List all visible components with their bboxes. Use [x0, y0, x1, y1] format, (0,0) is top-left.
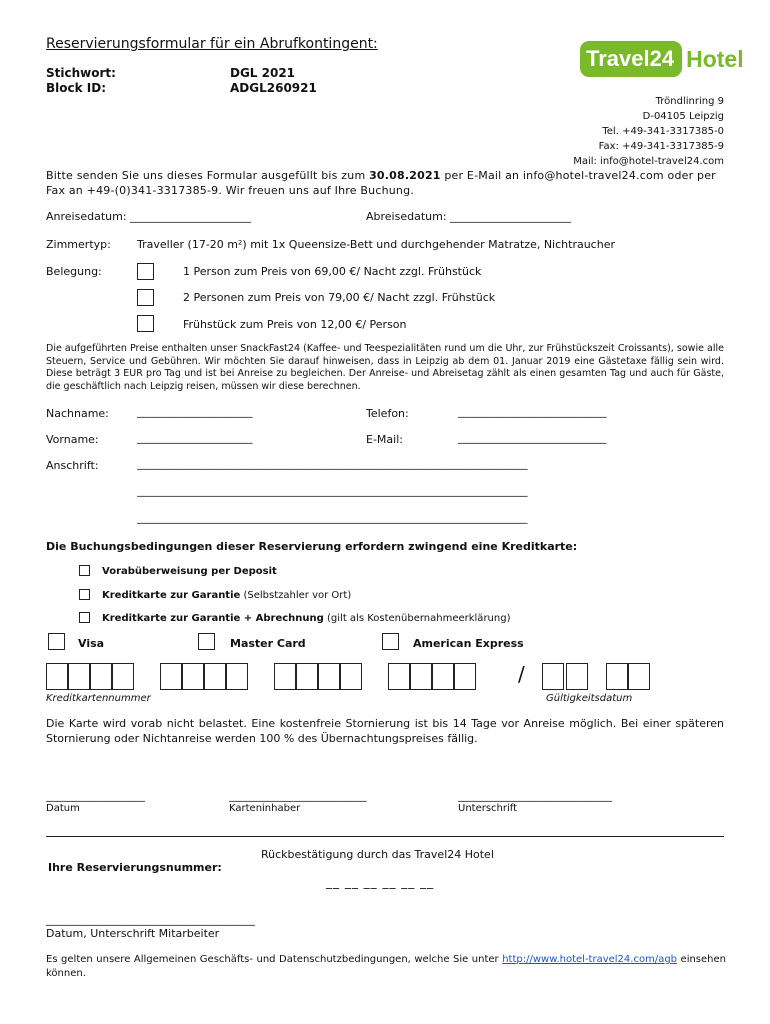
card-digit-box[interactable]: [388, 663, 410, 690]
hotel-address: [573, 94, 724, 169]
card-digit-box[interactable]: [112, 663, 134, 690]
section-divider: [46, 836, 724, 837]
occupancy-single-label: 1 Person zum Preis von 69,00 €/ Nacht zzgl. Frühstück: [183, 265, 482, 278]
terms-after: einsehen können.: [46, 954, 727, 979]
address-field-line-2[interactable]: _______________________________________________________________________: [137, 484, 528, 497]
staff-signature-line[interactable]: ______________________________________: [46, 913, 255, 926]
keyword-label: Stichwort:: [46, 66, 116, 80]
room-type-value: Traveller (17-20 m²) mit 1x Queensize-Bett und durchgehender Matratze, Nichtraucher: [137, 238, 615, 251]
card-billing-rest: (gilt als Kostenübernahmeerklärung): [323, 613, 511, 624]
price-note: Die aufgeführten Preise enthalten unser SnackFast24 (Kaffee- und Teespezialitäten rund um die Uhr, zur Frühstückszeit Croissants), sowie alle Steuern, Service und Gebühren. Wir möchten Sie darauf hinweisen, dass in Leipzig ab dem 01. Januar 2019 eine Gästetaxe fällig sein wird. Diese beträgt 3 EUR pro Tag und ist bei Anreise zu begleichen. Der Anreise- und Abreisetag zählt als einen gesamten Tag und auch für Gäste, die geschäftlich nach Leipzig reisen, müssen wir diese berechnen.: [46, 343, 724, 392]
departure-date-field[interactable]: Abreisedatum: ______________________: [366, 210, 572, 223]
phone-label: Telefon:: [366, 407, 409, 420]
signature-label: Unterschrift: [458, 803, 518, 814]
mastercard-label: Master Card: [230, 637, 306, 650]
firstname-field[interactable]: _____________________: [137, 431, 253, 444]
address-label: Anschrift:: [46, 459, 99, 472]
breakfast-checkbox[interactable]: [137, 315, 154, 332]
reservation-number-label: Ihre Reservierungsnummer:: [48, 861, 222, 874]
intro-text: [46, 168, 726, 198]
terms-link[interactable]: http://www.hotel-travel24.com/agb: [502, 954, 678, 965]
card-billing-checkbox[interactable]: [79, 612, 90, 623]
staff-signature-label: Datum, Unterschrift Mitarbeiter: [46, 927, 220, 940]
amex-checkbox[interactable]: [382, 633, 399, 650]
expiry-digit-box[interactable]: [606, 663, 628, 690]
card-digit-box[interactable]: [182, 663, 204, 690]
card-digit-box[interactable]: [318, 663, 340, 690]
lastname-field[interactable]: _____________________: [137, 405, 253, 418]
signature-line[interactable]: ____________________________: [458, 789, 612, 802]
card-digit-box[interactable]: [160, 663, 182, 690]
occupancy-double-label: 2 Personen zum Preis von 79,00 €/ Nacht zzgl. Frühstück: [183, 291, 496, 304]
email-label: E-Mail:: [366, 433, 403, 446]
card-digit-box[interactable]: [274, 663, 296, 690]
deadline-date: 30.08.2021: [369, 169, 441, 182]
card-digit-box[interactable]: [296, 663, 318, 690]
form-title: Reservierungsformular für ein Abrufkontingent:: [46, 36, 378, 52]
intro-before: Bitte senden Sie uns dieses Formular ausgefüllt bis zum: [46, 169, 370, 182]
occupancy-single-checkbox[interactable]: [137, 263, 154, 280]
occupancy-label: Belegung:: [46, 265, 102, 278]
expiry-digit-box[interactable]: [628, 663, 650, 690]
breakfast-label: Frühstück zum Preis von 12,00 €/ Person: [183, 318, 407, 331]
confirmation-title: Rückbestätigung durch das Travel24 Hotel: [261, 848, 494, 861]
card-guarantee-rest: (Selbstzahler vor Ort): [240, 590, 352, 601]
reservation-number-blanks[interactable]: __ __ __ __ __ __: [326, 875, 435, 889]
firstname-label: Vorname:: [46, 433, 99, 446]
payment-heading: Die Buchungsbedingungen dieser Reservierung erfordern zwingend eine Kreditkarte:: [46, 540, 578, 553]
cardholder-label: Karteninhaber: [229, 803, 301, 814]
card-digit-box[interactable]: [454, 663, 476, 690]
address-field-line-1[interactable]: _______________________________________________________________________: [137, 457, 528, 470]
cancellation-note: Die Karte wird vorab nicht belastet. Eine kostenfreie Stornierung ist bis 14 Tage vor Anreise möglich. Bei einer späteren Stornierung oder Nichtanreise werden 100 % des Übernachtungspreises fällig.: [46, 717, 724, 745]
card-digit-box[interactable]: [204, 663, 226, 690]
expiry-digit-box[interactable]: [542, 663, 564, 690]
intro-after: per E-Mail an info@hotel-travel24.com oder per Fax an +49-(0)341-3317385-9. Wir freuen uns auf Ihre Buchung.: [46, 169, 716, 197]
block-id-label: Block ID:: [46, 81, 106, 95]
card-digit-box[interactable]: [410, 663, 432, 690]
address-street: Tröndlinring 9: [655, 96, 724, 107]
deposit-checkbox[interactable]: [79, 565, 90, 576]
phone-field[interactable]: ___________________________: [458, 405, 607, 418]
amex-label: American Express: [413, 637, 524, 650]
card-digit-box[interactable]: [432, 663, 454, 690]
card-billing-label: [102, 613, 510, 624]
occupancy-double-checkbox[interactable]: [137, 289, 154, 306]
room-type-label: Zimmertyp:: [46, 238, 111, 251]
terms-note: [46, 953, 726, 981]
visa-checkbox[interactable]: [48, 633, 65, 650]
address-fax: Fax: +49-341-3317385-9: [598, 141, 724, 152]
address-city: D-04105 Leipzig: [642, 111, 724, 122]
deposit-label: Vorabüberweisung per Deposit: [102, 566, 277, 577]
address-field-line-3[interactable]: _______________________________________________________________________: [137, 511, 528, 524]
terms-before: Es gelten unsere Allgemeinen Geschäfts- und Datenschutzbedingungen, welche Sie unter: [46, 954, 503, 965]
card-digit-box[interactable]: [90, 663, 112, 690]
card-digit-box[interactable]: [340, 663, 362, 690]
card-guarantee-label: [102, 590, 351, 601]
date-signature-label: Datum: [46, 803, 80, 814]
expiry-separator: /: [518, 662, 525, 686]
cardholder-line[interactable]: _________________________: [229, 789, 367, 802]
card-digit-box[interactable]: [226, 663, 248, 690]
block-id-value: ADGL260921: [230, 81, 317, 95]
card-billing-bold: Kreditkarte zur Garantie + Abrechnung: [102, 613, 324, 624]
arrival-date-field[interactable]: Anreisedatum: ______________________: [46, 210, 252, 223]
travel24-hotel-logo: [580, 40, 744, 78]
expiry-label: Gültigkeitsdatum: [546, 693, 633, 704]
card-guarantee-bold: Kreditkarte zur Garantie: [102, 590, 241, 601]
card-digit-box[interactable]: [46, 663, 68, 690]
expiry-digit-box[interactable]: [566, 663, 588, 690]
email-field[interactable]: ___________________________: [458, 431, 607, 444]
mastercard-checkbox[interactable]: [198, 633, 215, 650]
address-mail: Mail: info@hotel-travel24.com: [573, 156, 724, 167]
lastname-label: Nachname:: [46, 407, 109, 420]
keyword-value: DGL 2021: [230, 66, 296, 80]
card-digit-box[interactable]: [68, 663, 90, 690]
card-guarantee-checkbox[interactable]: [79, 589, 90, 600]
date-signature-line[interactable]: __________________: [46, 789, 145, 802]
logo-hotel-text: Hotel: [686, 45, 744, 72]
card-number-label: Kreditkartennummer: [46, 693, 151, 704]
visa-label: Visa: [78, 637, 105, 650]
address-phone: Tel. +49-341-3317385-0: [602, 126, 724, 137]
logo-pill: Travel24: [580, 41, 682, 77]
